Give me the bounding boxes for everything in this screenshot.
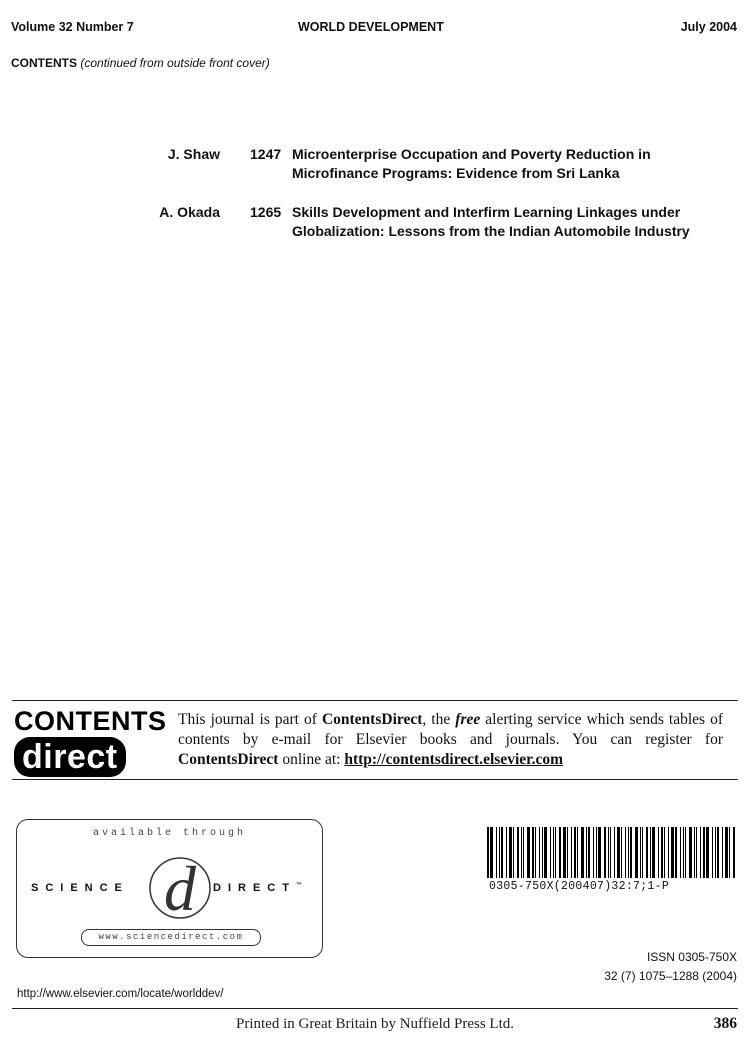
entry-title-line: Microfinance Programs: Evidence from Sri Lanka	[292, 165, 620, 181]
barcode-bar	[689, 827, 692, 878]
svg-text:d: d	[164, 853, 196, 924]
divider-bottom	[12, 779, 738, 780]
barcode-bar	[694, 827, 695, 878]
printer-line: Printed in Great Britain by Nuffield Press Ltd.	[235, 1016, 514, 1032]
barcode-bar	[593, 827, 594, 878]
divider-top	[12, 700, 738, 701]
barcode-bar	[501, 827, 503, 878]
barcode-bar	[717, 827, 719, 878]
cd-text-3: alerting service which sends tables of contents by e-mail for Elsevier books and journals. You can register for	[178, 711, 724, 748]
issue-date: July 2004	[680, 20, 737, 34]
page-number: 386	[713, 1015, 737, 1032]
barcode-bar	[646, 827, 648, 878]
barcode-bar	[614, 827, 615, 878]
barcode-bar	[685, 827, 686, 878]
barcode-bar	[542, 827, 543, 878]
barcode-bar	[729, 827, 730, 878]
barcode-bar	[499, 827, 500, 878]
entry-author: A. Okada	[159, 204, 220, 220]
barcode-bar	[628, 827, 629, 878]
science-direct-available: available through	[92, 828, 247, 839]
barcode-bar	[604, 827, 606, 878]
barcode-bar	[567, 827, 568, 878]
cd-name-1: ContentsDirect	[321, 711, 423, 728]
barcode-bar	[535, 827, 536, 878]
contents-direct-link[interactable]: http://contentsdirect.elsevier.com	[344, 751, 564, 768]
issn-block	[604, 948, 737, 986]
cd-name-2: ContentsDirect	[178, 751, 279, 768]
science-direct-direct-text: DIRECT	[213, 882, 296, 894]
barcode-bar	[610, 827, 611, 878]
barcode-bar	[571, 827, 572, 878]
barcode-bar	[668, 827, 669, 878]
cd-text-2: , the	[422, 711, 451, 728]
barcode-bar	[722, 827, 723, 878]
issue-pages: 32 (7) 1075–1288 (2004)	[604, 969, 737, 983]
barcode-bar	[703, 827, 705, 878]
barcode-bar	[586, 827, 587, 878]
science-direct-at-icon	[145, 840, 215, 926]
barcode-bar	[650, 827, 651, 878]
barcode-bar	[683, 827, 684, 878]
entry-title[interactable]	[292, 145, 732, 183]
entry-title-line: Globalization: Lessons from the Indian Automobile Industry	[292, 223, 690, 239]
barcode-bar	[617, 827, 620, 878]
divider-footer	[12, 1008, 738, 1009]
cd-free: free	[455, 711, 481, 728]
barcode-bar	[577, 827, 578, 878]
trademark-symbol: ™	[295, 882, 302, 889]
entry-page: 1247	[250, 146, 282, 162]
issn-number: ISSN 0305-750X	[646, 950, 737, 964]
barcode-bar	[496, 827, 497, 878]
barcode-bar	[588, 827, 590, 878]
barcode-bar	[712, 827, 713, 878]
entry-page: 1265	[250, 204, 282, 220]
barcode-bar	[715, 827, 716, 878]
barcode-bar	[553, 827, 554, 878]
barcode-bar	[521, 827, 522, 878]
barcode-bar	[563, 827, 566, 878]
journal-web-url[interactable]: http://www.elsevier.com/locate/worlddev/	[17, 988, 224, 1000]
contents-direct-description	[178, 710, 723, 770]
science-direct-url[interactable]: www.sciencedirect.com	[81, 929, 261, 946]
barcode-bar	[596, 827, 597, 878]
barcode-bar	[642, 827, 643, 878]
barcode-bar	[652, 827, 655, 878]
barcode-bar	[640, 827, 641, 878]
barcode-bar	[513, 827, 514, 878]
barcode-bar	[658, 827, 659, 878]
contents-label: CONTENTS	[11, 56, 77, 70]
barcode-bar	[696, 827, 697, 878]
barcode-bar	[675, 827, 677, 878]
barcode-bar	[544, 827, 547, 878]
barcode-bar	[532, 827, 534, 878]
barcode-bar	[661, 827, 663, 878]
barcode-bar	[539, 827, 540, 878]
cd-text-4: online at:	[282, 751, 341, 768]
entry-author: J. Shaw	[167, 146, 220, 162]
barcode-bar	[700, 827, 701, 878]
entry-title[interactable]	[292, 203, 732, 241]
science-direct-science: SCIENCE	[31, 882, 129, 894]
entry-title-line: Skills Development and Interfirm Learning Linkages under	[292, 204, 681, 220]
barcode-bar	[506, 827, 507, 878]
barcode-bar	[550, 827, 551, 878]
barcode-bar	[621, 827, 622, 878]
barcode-bar	[559, 827, 561, 878]
barcode-bar	[725, 827, 728, 878]
science-direct-direct	[213, 882, 302, 894]
cd-text-1: This journal is part of	[178, 711, 317, 728]
entry-title-line: Microenterprise Occupation and Poverty Reduction in	[292, 146, 651, 162]
barcode-bar	[523, 827, 524, 878]
barcode-bar	[706, 827, 709, 878]
barcode	[487, 827, 737, 878]
barcode-bar	[635, 827, 638, 878]
barcode-bar	[630, 827, 632, 878]
contents-heading	[11, 56, 270, 70]
barcode-bar	[527, 827, 530, 878]
barcode-bar	[625, 827, 626, 878]
barcode-bar	[487, 827, 489, 878]
contents-direct-logo-direct: direct	[14, 737, 126, 777]
barcode-bar	[490, 827, 493, 878]
volume-number: Volume 32 Number 7	[11, 20, 134, 34]
barcode-bar	[671, 827, 674, 878]
barcode-bar	[664, 827, 665, 878]
contents-note: (continued from outside front cover)	[80, 56, 270, 70]
barcode-bar	[581, 827, 584, 878]
barcode-bar	[680, 827, 681, 878]
barcode-bar	[509, 827, 512, 878]
barcode-bar	[517, 827, 519, 878]
barcode-bar	[598, 827, 601, 878]
journal-title: WORLD DEVELOPMENT	[298, 20, 444, 34]
contents-direct-logo	[14, 707, 166, 777]
contents-direct-logo-word: CONTENTS	[14, 706, 167, 736]
science-direct-box[interactable]	[16, 819, 323, 958]
barcode-bar	[608, 827, 609, 878]
barcode-bar	[555, 827, 556, 878]
barcode-bar	[733, 827, 735, 878]
barcode-bar	[574, 827, 576, 878]
barcode-number: 0305-750X(200407)32:7;1-P	[489, 880, 670, 893]
